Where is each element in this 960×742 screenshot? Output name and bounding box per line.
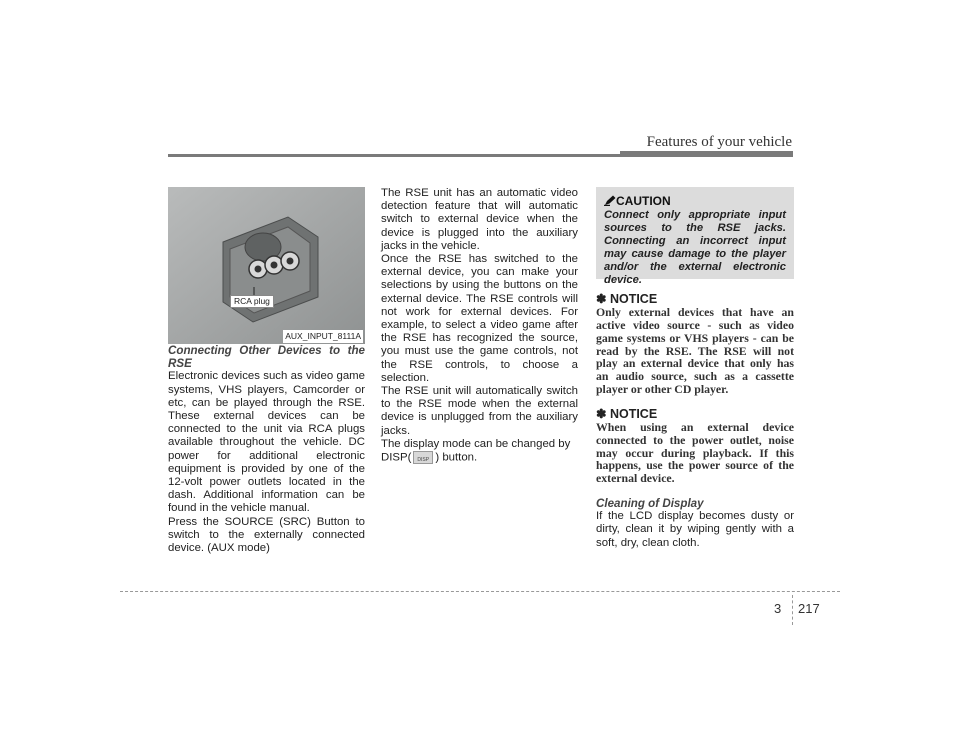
caution-box <box>596 187 794 286</box>
notice-block <box>596 408 794 485</box>
paragraph: The RSE unit will automatically switch to the RSE mode when the external device is unplugged from the auxiliary jacks. <box>381 385 578 437</box>
chapter-number: 3 <box>774 601 782 616</box>
left-column <box>168 187 365 555</box>
paragraph: If the LCD display becomes dusty or dirty, clean it by wiping gently with a soft, dry, clean cloth. <box>596 510 794 549</box>
aux-jack-illustration <box>168 187 365 344</box>
disp-button-icon <box>413 451 433 464</box>
caution-text: Connect only appropriate input sources to the RSE jacks. Connecting an incorrect input may cause damage to the player and/or the external electronic device. <box>604 209 786 286</box>
aux-input-figure <box>168 187 365 344</box>
section-heading: Connecting Other Devices to the RSE <box>168 344 365 371</box>
section-heading: Cleaning of Display <box>596 496 704 510</box>
notice-title: ✽ NOTICE <box>596 292 658 306</box>
right-column <box>596 187 794 550</box>
paragraph-text: ) button. <box>435 451 478 464</box>
notice-block <box>596 293 794 396</box>
figure-caption: AUX_INPUT_8111A <box>283 330 363 343</box>
section-title: Features of your vehicle <box>646 134 792 150</box>
notice-text: When using an external device connected to the power outlet, noise may occur during playback. If this happens, use the power source of the external device. <box>596 419 794 486</box>
footer-divider <box>792 595 793 625</box>
page-number: 217 <box>798 601 820 616</box>
notice-title: ✽ NOTICE <box>596 406 658 421</box>
paragraph: The RSE unit has an automatic video detection feature that will automatic switch to external device when the device is plugged into the auxiliary jacks in the vehicle. <box>381 187 578 252</box>
rca-plug-label: RCA plug <box>230 295 274 308</box>
middle-column <box>381 187 578 465</box>
paragraph-text: The display mode can be changed by DISP( <box>381 437 571 464</box>
paragraph <box>381 438 578 465</box>
notice-text: Only external devices that have an active video source - such as video game systems or VHS players - can be read by the RSE. The RSE will not play an external device that only has an audio source, such as a cassette player or other CD player. <box>596 305 794 396</box>
footer-rule <box>120 591 840 592</box>
disp-icon-label: DISP <box>417 457 430 464</box>
paragraph: Once the RSE has switched to the external device, you can make your selections by using the buttons on the external device. The RSE controls will not work for external devices. For example, to select a video game after the RSE has recognized the source, you must use the game controls, not the RSE controls, to choose a selection. <box>381 253 578 384</box>
paragraph: Press the SOURCE (SRC) Button to switch to the externally connected device. (AUX mode) <box>168 515 365 555</box>
pencil-caution-icon <box>604 195 616 206</box>
paragraph: Electronic devices such as video game systems, VHS players, Camcorder or etc, can be played through the RSE. These external devices can be connected to the unit via RCA plugs available throughout the vehicle. DC power for additional electronic equipment is provided by one of the 12-volt power outlets located in the dash. Additional information can be found in the vehicle manual. <box>168 370 365 515</box>
caution-title: CAUTION <box>616 194 671 208</box>
header-rule-accent <box>620 151 793 157</box>
